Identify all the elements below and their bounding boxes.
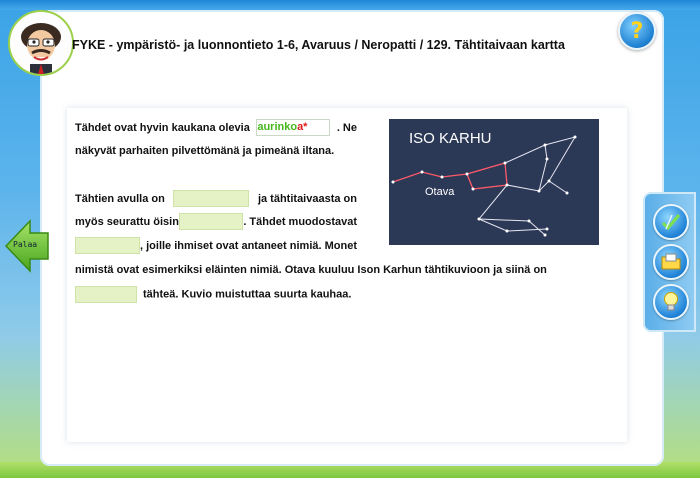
check-button[interactable] xyxy=(653,204,689,240)
p2-line5 xyxy=(75,286,351,303)
constellation-title: ISO KARHU xyxy=(409,130,492,147)
p2-line2 xyxy=(75,213,357,230)
p1-line1 xyxy=(75,119,357,136)
help-button[interactable] xyxy=(618,12,656,50)
answer-1-error: a* xyxy=(297,121,308,133)
blank-input-3[interactable] xyxy=(179,213,243,230)
folder-icon xyxy=(660,252,682,272)
p2-text-a: Tähtien avulla on xyxy=(75,192,165,205)
blank-input-2[interactable] xyxy=(173,190,249,207)
p2-line3 xyxy=(75,237,357,254)
blank-input-4[interactable] xyxy=(75,237,140,254)
p2-text-g: tähteä. Kuvio muistuttaa suurta kauhaa. xyxy=(143,288,352,301)
p2-text-f: nimistä ovat esimerkiksi eläinten nimiä. Otava kuuluu Ison Karhun tähtikuvioon ja siinä on xyxy=(75,264,547,276)
back-label: Palaa xyxy=(13,240,38,249)
hint-button[interactable] xyxy=(653,284,689,320)
page-title: FYKE - ympäristö- ja luonnontieto 1-6, Avaruus / Neropatti / 129. Tähtitaivaan kartta xyxy=(72,38,565,52)
p2-text-c: myös seurattu öisin xyxy=(75,215,179,228)
question-icon: ? xyxy=(630,18,644,44)
answer-input-1[interactable] xyxy=(256,119,330,136)
answer-1-typed: aurinko xyxy=(257,121,298,133)
frame-top-stripe xyxy=(0,0,700,10)
p1-line2: näkyvät parhaiten pilvettömänä ja pimeänä iltana. xyxy=(75,145,335,157)
constellation-label: Otava xyxy=(425,186,455,198)
constellation-image xyxy=(389,119,599,245)
neropatti-avatar xyxy=(8,10,74,76)
p1-text-b: . Ne xyxy=(336,121,357,134)
p2-text-b: ja tähtitaivaasta on xyxy=(257,192,357,205)
p2-line4 xyxy=(75,262,567,278)
p1-text-a: Tähdet ovat hyvin kaukana olevia xyxy=(75,121,250,134)
blank-input-5[interactable] xyxy=(75,286,137,303)
folder-button[interactable] xyxy=(653,244,689,280)
lightbulb-icon xyxy=(661,291,681,313)
check-pencil-icon xyxy=(660,211,682,233)
p2-text-d: . Tähdet muodostavat xyxy=(243,215,357,228)
tool-panel xyxy=(643,192,696,332)
p2-line1 xyxy=(75,190,357,207)
p2-text-e: , joille ihmiset ovat antaneet nimiä. Monet xyxy=(140,239,357,252)
